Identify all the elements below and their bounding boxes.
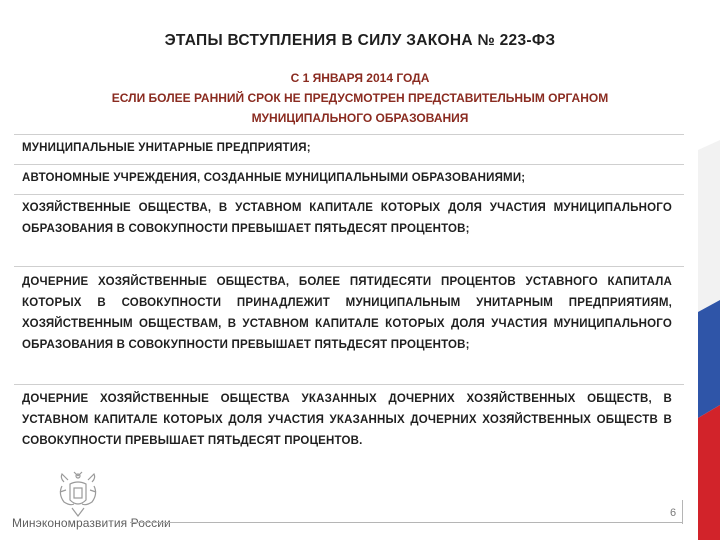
list-item: ХОЗЯЙСТВЕННЫЕ ОБЩЕСТВА, В УСТАВНОМ КАПИТАЛЕ КОТОРЫХ ДОЛЯ УЧАСТИЯ МУНИЦИПАЛЬНОГО ОБРАЗОВАНИЯ В СОВОКУПНОСТИ ПРЕВЫШАЕТ ПЯТЬДЕСЯТ ПРОЦЕНТОВ; — [22, 202, 672, 235]
divider — [14, 164, 684, 165]
ministry-name: Минэкономразвития России — [12, 516, 171, 530]
divider — [14, 266, 684, 267]
list-item: ДОЧЕРНИЕ ХОЗЯЙСТВЕННЫЕ ОБЩЕСТВА УКАЗАННЫХ ДОЧЕРНИХ ХОЗЯЙСТВЕННЫХ ОБЩЕСТВ, В УСТАВНОМ КАПИТАЛЕ КОТОРЫХ ДОЛЯ УЧАСТИЯ УКАЗАННЫХ ДОЧЕРНИХ ХОЗЯЙСТВЕННЫХ ОБЩЕСТВ В СОВОКУПНОСТИ ПРЕВЫШАЕТ ПЯТЬДЕСЯТ ПРОЦЕНТОВ. — [22, 393, 672, 447]
subtitle-line: С 1 ЯНВАРЯ 2014 ГОДА — [290, 71, 430, 85]
subtitle-line: ЕСЛИ БОЛЕЕ РАННИЙ СРОК НЕ ПРЕДУСМОТРЕН ПРЕДСТАВИТЕЛЬНЫМ ОРГАНОМ — [111, 91, 609, 105]
footer-divider-tick — [682, 500, 683, 524]
slide-title: ЭТАПЫ ВСТУПЛЕНИЯ В СИЛУ ЗАКОНА № 223-ФЗ — [164, 32, 556, 49]
footer-divider — [130, 522, 682, 523]
divider — [14, 384, 684, 385]
page-number: 6 — [670, 507, 677, 519]
subtitle-line: МУНИЦИПАЛЬНОГО ОБРАЗОВАНИЯ — [251, 111, 469, 125]
list-item: АВТОНОМНЫЕ УЧРЕЖДЕНИЯ, СОЗДАННЫЕ МУНИЦИПАЛЬНЫМИ ОБРАЗОВАНИЯМИ; — [22, 172, 526, 184]
divider — [14, 194, 684, 195]
russian-flag-stripe-icon — [698, 0, 720, 540]
double-headed-eagle-emblem-icon — [56, 468, 100, 520]
list-item: МУНИЦИПАЛЬНЫЕ УНИТАРНЫЕ ПРЕДПРИЯТИЯ; — [22, 142, 311, 154]
divider — [14, 134, 684, 135]
list-item: ДОЧЕРНИЕ ХОЗЯЙСТВЕННЫЕ ОБЩЕСТВА, БОЛЕЕ ПЯТИДЕСЯТИ ПРОЦЕНТОВ УСТАВНОГО КАПИТАЛА КОТОРЫХ В СОВОКУПНОСТИ ПРИНАДЛЕЖИТ МУНИЦИПАЛЬНЫМ УНИТАРНЫМ ПРЕДПРИЯТИЯМ, ХОЗЯЙСТВЕННЫМ ОБЩЕСТВАМ, В УСТАВНОМ КАПИТАЛЕ КОТОРЫХ ДОЛЯ УЧАСТИЯ МУНИЦИПАЛЬНОГО ОБРАЗОВАНИЯ В СОВОКУПНОСТИ ПРЕВЫШАЕТ ПЯТЬДЕСЯТ ПРОЦЕНТОВ; — [22, 276, 672, 351]
slide-subtitle — [30, 68, 690, 128]
